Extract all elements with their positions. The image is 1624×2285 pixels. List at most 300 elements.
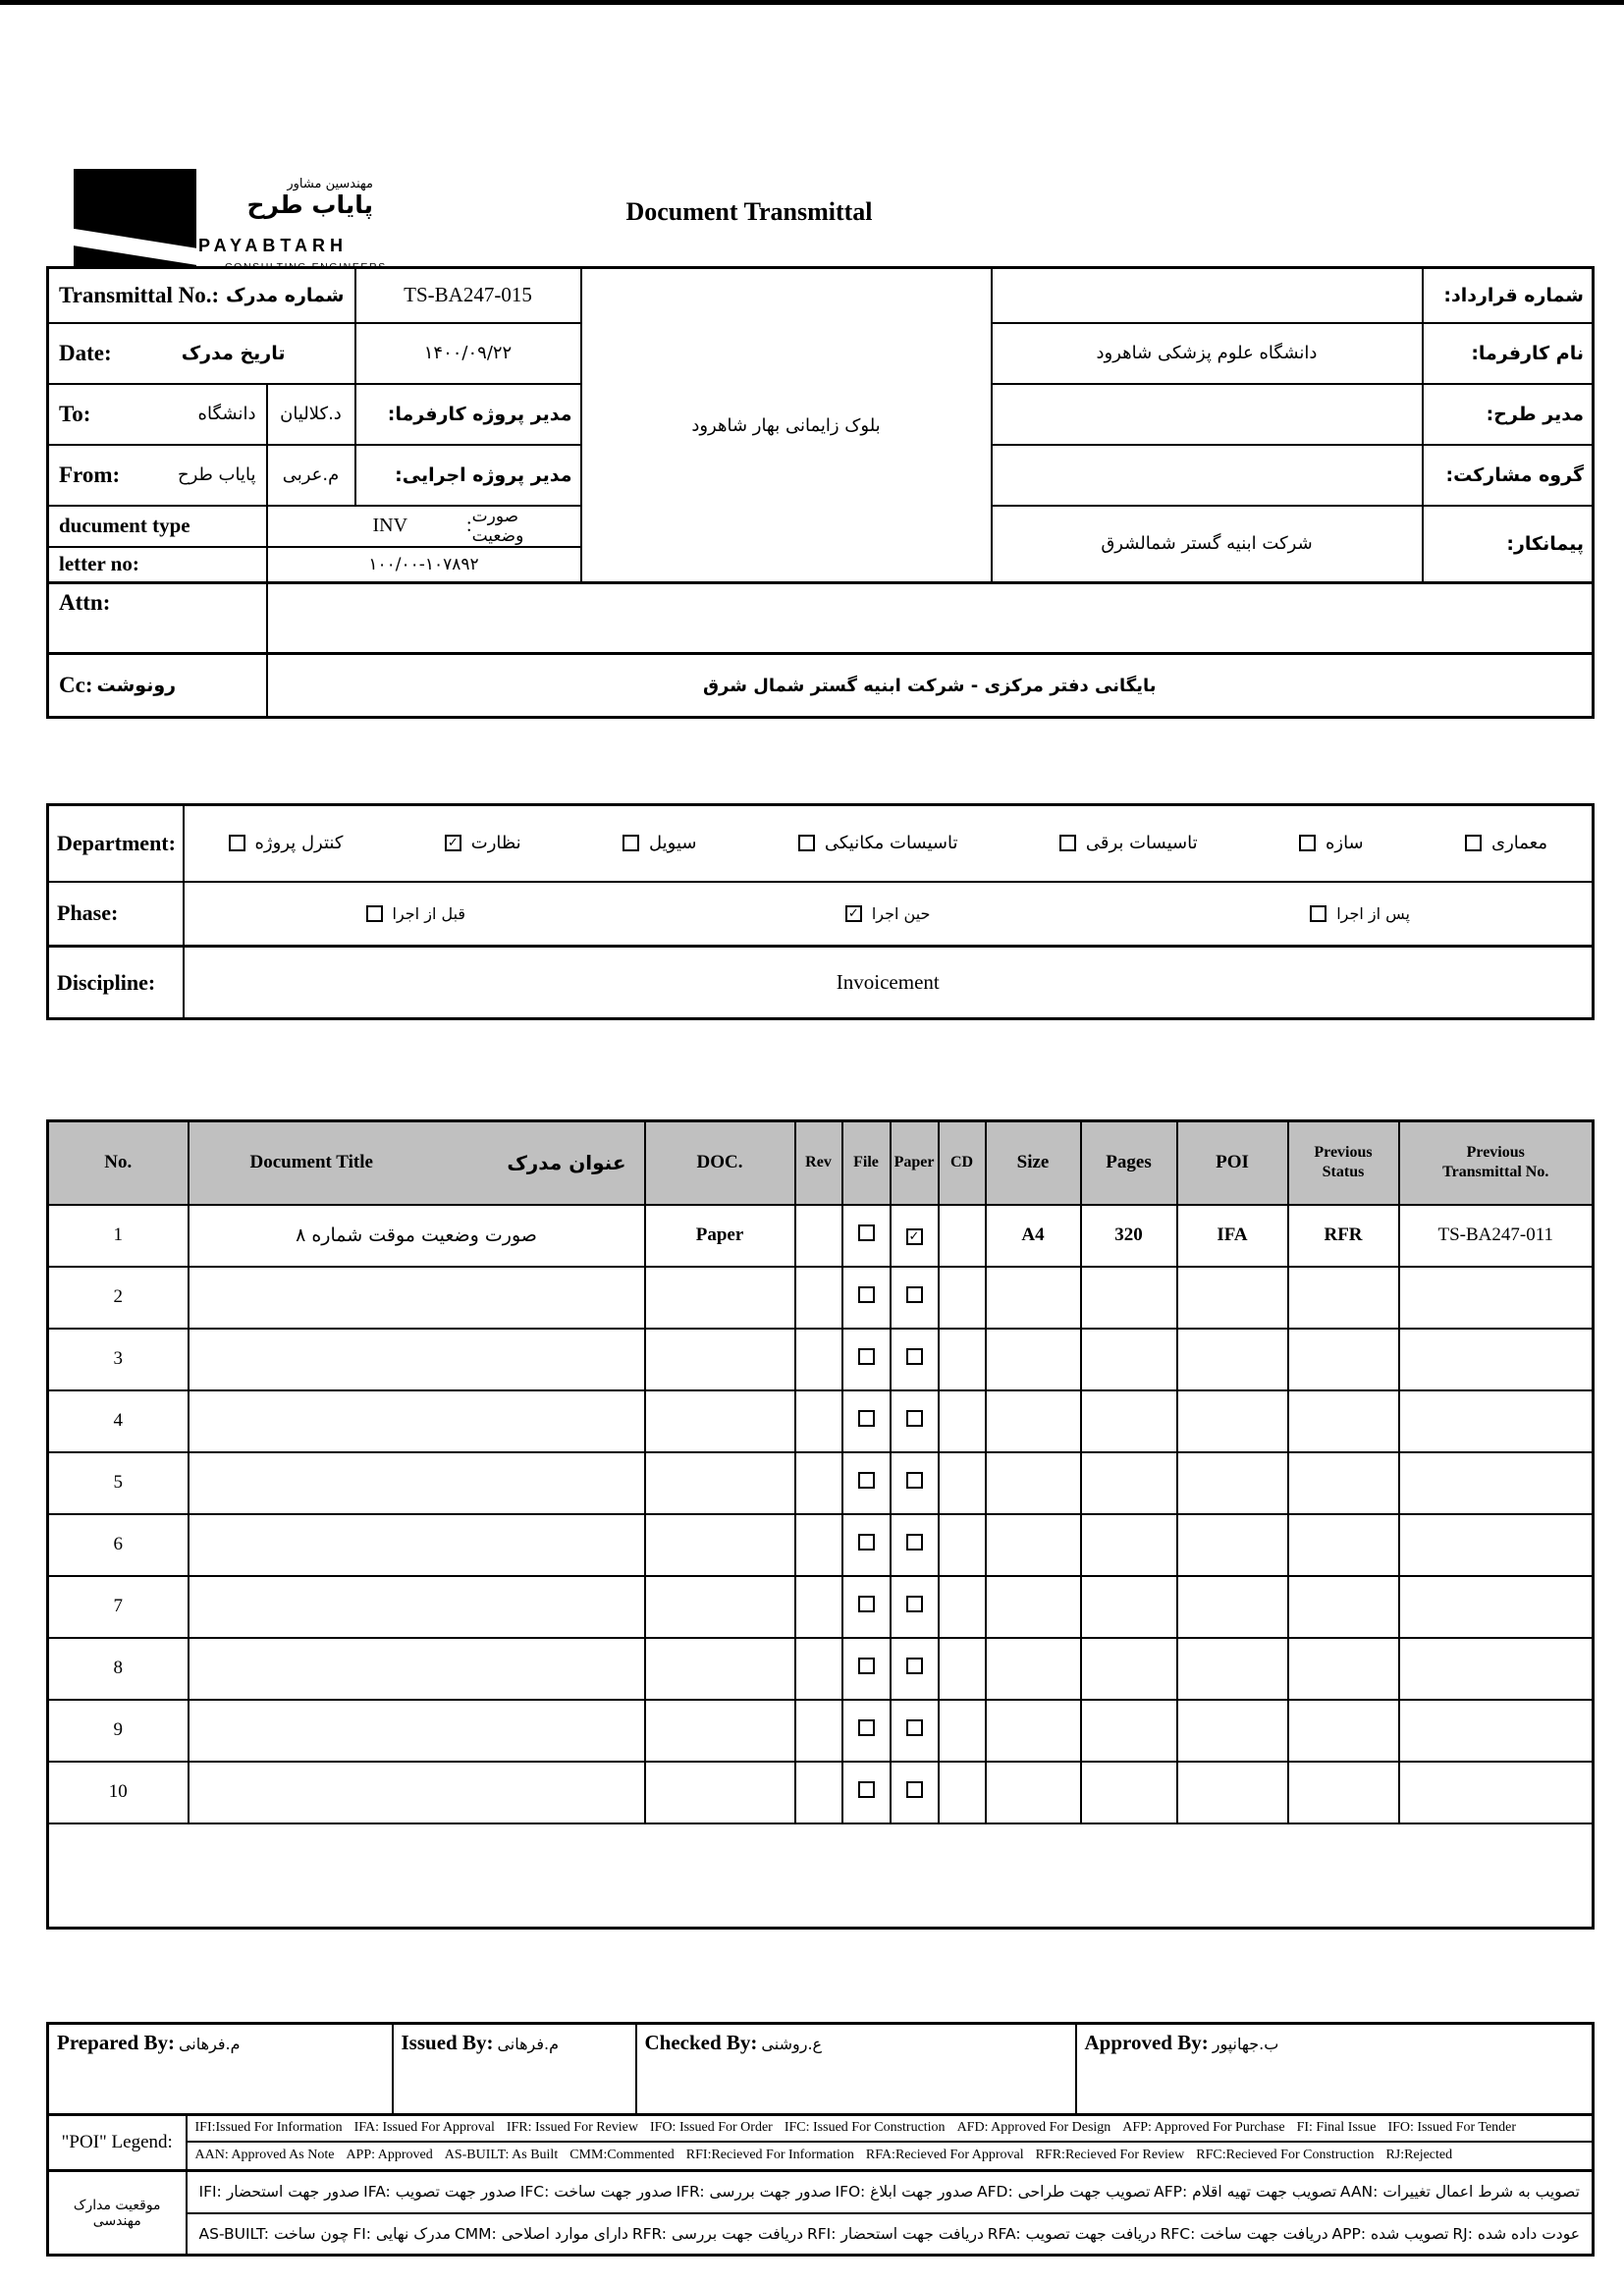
- file-checkbox[interactable]: [858, 1286, 875, 1303]
- row-file-cell: [842, 1762, 891, 1823]
- row-prev-transmittal: [1399, 1762, 1594, 1823]
- row-prev-status: [1288, 1700, 1399, 1762]
- file-checkbox[interactable]: [858, 1596, 875, 1612]
- department-checkbox[interactable]: [1465, 835, 1482, 851]
- row-poi: [1177, 1576, 1288, 1638]
- client-pm-label: مدیر پروژه کارفرما:: [355, 384, 581, 445]
- phase-option: [366, 904, 466, 923]
- row-size: [986, 1762, 1081, 1823]
- contractor-label: پیمانکار:: [1423, 506, 1594, 583]
- row-doc-type: [645, 1267, 795, 1329]
- col-header-paper: Paper: [891, 1121, 939, 1205]
- legend-entry: RFC: دریافت جهت ساخت: [1160, 2224, 1328, 2243]
- row-cd: [939, 1514, 986, 1576]
- logo-fa-tagline: مهندسین مشاور: [287, 177, 373, 191]
- row-no: 8: [48, 1638, 189, 1700]
- row-no: 4: [48, 1390, 189, 1452]
- row-poi: [1177, 1700, 1288, 1762]
- legend-entry: IFI:Issued For Information: [194, 2120, 343, 2136]
- phase-option: [1310, 904, 1410, 923]
- department-checkbox[interactable]: [623, 835, 639, 851]
- legend-entry: IFI: صدور جهت استحضار: [198, 2183, 360, 2202]
- legend-en-line2: [188, 2148, 1593, 2163]
- row-cd: [939, 1700, 986, 1762]
- row-prev-status: RFR: [1288, 1205, 1399, 1267]
- poi-legend-table: [46, 2113, 1595, 2257]
- department-checkbox[interactable]: [1059, 835, 1076, 851]
- department-option: [445, 833, 521, 853]
- col-header-prev-status: Previous Status: [1288, 1121, 1399, 1205]
- legend-en-line2-cell: [187, 2142, 1594, 2171]
- paper-checkbox[interactable]: [906, 1286, 923, 1303]
- signature-label: Approved By:: [1084, 2031, 1209, 2054]
- legend-entry: IFC: صدور جهت ساخت: [519, 2183, 673, 2202]
- row-no: 3: [48, 1329, 189, 1390]
- legend-entry: IFO: Issued For Order: [650, 2120, 773, 2136]
- signature-cell: [636, 2024, 1076, 2115]
- design-pm-label: مدیر طرح:: [1423, 384, 1594, 445]
- row-poi: IFA: [1177, 1205, 1288, 1267]
- row-prev-status: [1288, 1638, 1399, 1700]
- from-label: From:: [59, 462, 121, 487]
- row-cd: [939, 1267, 986, 1329]
- row-paper-cell: [891, 1452, 939, 1514]
- document-row: [48, 1205, 1594, 1267]
- legend-entry: RJ:Rejected: [1385, 2148, 1453, 2163]
- row-cd: [939, 1390, 986, 1452]
- date-label-fa: تاریخ مدرک: [181, 342, 286, 364]
- row-size: [986, 1514, 1081, 1576]
- poi-legend-label: "POI" Legend:: [48, 2115, 187, 2171]
- remarks-area: [48, 1823, 1594, 1929]
- department-option-label: نظارت: [470, 833, 521, 854]
- paper-checkbox[interactable]: [906, 1534, 923, 1551]
- department-option: [1465, 833, 1547, 853]
- client-name-label: نام کارفرما:: [1423, 323, 1594, 384]
- row-no: 5: [48, 1452, 189, 1514]
- row-file-cell: [842, 1267, 891, 1329]
- cc-value: بایگانی دفتر مرکزی - شرکت ابنیه گستر شمال شرق: [267, 654, 1594, 718]
- department-option: [1059, 833, 1198, 853]
- date-label-en: Date:: [59, 340, 112, 365]
- row-size: [986, 1267, 1081, 1329]
- document-row: [48, 1390, 1594, 1452]
- department-checkbox[interactable]: ✓: [445, 835, 461, 851]
- col-header-title: [189, 1121, 645, 1205]
- phase-option-label: پس از اجرا: [1336, 903, 1410, 923]
- signature-name: م.فرهانی: [178, 2035, 241, 2053]
- row-size: [986, 1329, 1081, 1390]
- row-no: 1: [48, 1205, 189, 1267]
- row-rev: [795, 1267, 842, 1329]
- legend-entry: APP: Approved: [346, 2148, 433, 2163]
- row-pages: 320: [1081, 1205, 1177, 1267]
- row-rev: [795, 1576, 842, 1638]
- phase-checkbox[interactable]: [1310, 905, 1326, 922]
- legend-entry: FI: Final Issue: [1296, 2120, 1377, 2136]
- department-checkbox[interactable]: [798, 835, 815, 851]
- row-paper-cell: [891, 1576, 939, 1638]
- doctype-label: ducument type: [59, 514, 190, 537]
- row-paper-cell: [891, 1267, 939, 1329]
- legend-fa-line1: [188, 2183, 1593, 2201]
- row-doc-type: [645, 1390, 795, 1452]
- row-document-title: [189, 1576, 645, 1638]
- phase-label: Phase:: [48, 882, 184, 947]
- legend-entry: IFC: Issued For Construction: [784, 2120, 946, 2136]
- phase-options: [185, 904, 1593, 923]
- legend-entry: IFA: Issued For Approval: [353, 2120, 495, 2136]
- letterno-value: ۱۰۰/۰۰-۱۰۷۸۹۲: [267, 547, 581, 583]
- row-rev: [795, 1762, 842, 1823]
- row-file-cell: [842, 1638, 891, 1700]
- to-cell: [48, 384, 267, 445]
- row-cd: [939, 1638, 986, 1700]
- phase-option: [845, 904, 931, 923]
- row-rev: [795, 1700, 842, 1762]
- info-table: [46, 266, 1595, 719]
- document-row: [48, 1762, 1594, 1823]
- row-pages: [1081, 1329, 1177, 1390]
- doctype-colon: :: [466, 515, 472, 536]
- row-document-title: [189, 1638, 645, 1700]
- row-file-cell: [842, 1452, 891, 1514]
- department-option-label: سیویل: [649, 833, 697, 854]
- row-prev-transmittal: [1399, 1329, 1594, 1390]
- legend-entry: AFP: Approved For Purchase: [1122, 2120, 1285, 2136]
- col-header-doc: DOC.: [645, 1121, 795, 1205]
- row-no: 9: [48, 1700, 189, 1762]
- legend-entry: RFA: دریافت جهت تصویب: [987, 2224, 1157, 2243]
- legend-entry: RJ: عودت داده شده: [1452, 2224, 1580, 2243]
- letterno-label: letter no:: [59, 552, 139, 576]
- row-prev-transmittal: [1399, 1576, 1594, 1638]
- attn-label-cell: [48, 583, 267, 654]
- legend-fa-line2: [188, 2225, 1593, 2243]
- row-rev: [795, 1638, 842, 1700]
- transmittal-no-label-en: Transmittal No.:: [59, 282, 220, 307]
- row-prev-transmittal: [1399, 1514, 1594, 1576]
- row-pages: [1081, 1576, 1177, 1638]
- row-pages: [1081, 1700, 1177, 1762]
- from-cell: [48, 445, 267, 506]
- cc-label-fa: رونوشت: [96, 675, 177, 696]
- col-header-no: No.: [48, 1121, 189, 1205]
- department-option-label: تاسیسات برقی: [1085, 833, 1198, 854]
- row-document-title: [189, 1762, 645, 1823]
- signature-cell: [48, 2024, 393, 2115]
- row-file-cell: [842, 1329, 891, 1390]
- fa-legend-label: موقعیت مدارک مهندسی: [48, 2171, 187, 2256]
- department-options-cell: [184, 805, 1594, 882]
- row-paper-cell: [891, 1329, 939, 1390]
- file-checkbox[interactable]: [858, 1348, 875, 1365]
- department-options: [185, 833, 1593, 853]
- classification-table: [46, 803, 1595, 1020]
- scan-top-edge: [0, 0, 1624, 5]
- row-rev: [795, 1329, 842, 1390]
- department-option-label: معماری: [1491, 833, 1547, 854]
- legend-entry: AFP: تصویب جهت تهیه اقلام: [1154, 2183, 1337, 2202]
- to-value: دانشگاه: [197, 404, 256, 424]
- department-option: [229, 833, 344, 853]
- department-checkbox[interactable]: [1299, 835, 1316, 851]
- col-header-pages: Pages: [1081, 1121, 1177, 1205]
- col-header-rev: Rev: [795, 1121, 842, 1205]
- legend-entry: APP: تصویب شده: [1331, 2224, 1449, 2243]
- row-cd: [939, 1576, 986, 1638]
- file-checkbox[interactable]: [858, 1658, 875, 1674]
- row-doc-type: [645, 1576, 795, 1638]
- document-row: [48, 1329, 1594, 1390]
- row-pages: [1081, 1638, 1177, 1700]
- document-row: [48, 1267, 1594, 1329]
- legend-entry: AAN: Approved As Note: [194, 2148, 335, 2163]
- contract-no-value: [992, 268, 1423, 323]
- row-cd: [939, 1329, 986, 1390]
- row-poi: [1177, 1329, 1288, 1390]
- row-prev-status: [1288, 1390, 1399, 1452]
- paper-checkbox[interactable]: [906, 1348, 923, 1365]
- signature-row: [48, 2024, 1594, 2115]
- row-no: 10: [48, 1762, 189, 1823]
- row-no: 2: [48, 1267, 189, 1329]
- row-poi: [1177, 1452, 1288, 1514]
- doctype-value-cell: [267, 506, 581, 547]
- col-header-size: Size: [986, 1121, 1081, 1205]
- row-document-title: [189, 1700, 645, 1762]
- cc-label-cell: [48, 654, 267, 718]
- department-option-label: تاسیسات مکانیکی: [824, 833, 958, 854]
- row-size: [986, 1452, 1081, 1514]
- row-prev-transmittal: [1399, 1452, 1594, 1514]
- row-doc-type: [645, 1700, 795, 1762]
- file-checkbox[interactable]: [858, 1534, 875, 1551]
- row-paper-cell: [891, 1390, 939, 1452]
- file-checkbox[interactable]: [858, 1224, 875, 1241]
- row-prev-status: [1288, 1329, 1399, 1390]
- attn-value: [267, 583, 1594, 654]
- document-table-header-row: [48, 1121, 1594, 1205]
- department-option: [623, 833, 696, 853]
- design-pm-value: [992, 384, 1423, 445]
- logo-persian-text: [201, 177, 373, 219]
- row-prev-transmittal: [1399, 1267, 1594, 1329]
- row-paper-cell: [891, 1638, 939, 1700]
- department-option-label: کنترل پروژه: [254, 833, 344, 854]
- document-row: [48, 1638, 1594, 1700]
- row-prev-transmittal: [1399, 1638, 1594, 1700]
- jv-group-value: [992, 445, 1423, 506]
- row-poi: [1177, 1762, 1288, 1823]
- legend-en-line1: [188, 2120, 1593, 2136]
- col-header-poi: POI: [1177, 1121, 1288, 1205]
- document-row: [48, 1514, 1594, 1576]
- discipline-value: Invoicement: [184, 947, 1594, 1019]
- doctype-value: INV: [372, 515, 408, 536]
- legend-entry: AFD: Approved For Design: [956, 2120, 1111, 2136]
- doctype-value-fa: صورت وضعیت: [471, 506, 524, 546]
- file-checkbox[interactable]: [858, 1472, 875, 1489]
- document-row: [48, 1576, 1594, 1638]
- phase-option-label: حین اجرا: [871, 903, 931, 923]
- col-header-title-fa: عنوان مدرک: [507, 1151, 626, 1175]
- paper-checkbox[interactable]: [906, 1781, 923, 1798]
- row-pages: [1081, 1390, 1177, 1452]
- row-paper-cell: [891, 1514, 939, 1576]
- transmittal-no-value: TS-BA247-015: [355, 268, 581, 323]
- legend-entry: AAN: تصویب به شرط اعمال تغییرات: [1339, 2183, 1580, 2202]
- contractor-value: شرکت ابنیه گستر شمالشرق: [992, 506, 1423, 583]
- exec-pm-label: مدیر پروژه اجرایی:: [355, 445, 581, 506]
- to-person: د.کلالیان: [267, 384, 355, 445]
- cc-label-en: Cc:: [59, 673, 93, 697]
- legend-entry: FI: مدرک نهایی: [352, 2224, 452, 2243]
- row-poi: [1177, 1267, 1288, 1329]
- row-prev-transmittal: [1399, 1700, 1594, 1762]
- row-pages: [1081, 1762, 1177, 1823]
- row-doc-type: [645, 1762, 795, 1823]
- logo-company-name: PAYABTARH: [198, 236, 349, 255]
- row-rev: [795, 1390, 842, 1452]
- col-header-title-en: Document Title: [249, 1152, 373, 1173]
- row-prev-status: [1288, 1762, 1399, 1823]
- col-header-file: File: [842, 1121, 891, 1205]
- row-cd: [939, 1762, 986, 1823]
- row-no: 7: [48, 1576, 189, 1638]
- row-doc-type: Paper: [645, 1205, 795, 1267]
- signature-name: م.فرهانی: [497, 2035, 560, 2053]
- row-rev: [795, 1205, 842, 1267]
- legend-entry: IFO: صدور جهت ابلاغ: [835, 2183, 974, 2202]
- paper-checkbox[interactable]: [906, 1658, 923, 1674]
- logo-swoosh-icon: [74, 226, 196, 267]
- document-row: [48, 1700, 1594, 1762]
- legend-entry: AS-BUILT: As Built: [444, 2148, 559, 2163]
- signature-name: ب.جهانپور: [1212, 2035, 1279, 2053]
- department-label: Department:: [48, 805, 184, 882]
- date-cell: [48, 323, 355, 384]
- legend-en-line1-cell: [187, 2115, 1594, 2142]
- phase-checkbox[interactable]: ✓: [845, 905, 862, 922]
- row-cd: [939, 1205, 986, 1267]
- paper-checkbox[interactable]: [906, 1410, 923, 1427]
- row-paper-cell: [891, 1700, 939, 1762]
- paper-checkbox[interactable]: ✓: [906, 1228, 923, 1245]
- row-no: 6: [48, 1514, 189, 1576]
- legend-entry: IFO: Issued For Tender: [1387, 2120, 1517, 2136]
- paper-checkbox[interactable]: [906, 1719, 923, 1736]
- department-option: [1299, 833, 1364, 853]
- department-option-label: سازه: [1325, 833, 1364, 854]
- row-doc-type: [645, 1329, 795, 1390]
- row-poi: [1177, 1514, 1288, 1576]
- signature-label: Issued By:: [401, 2031, 494, 2054]
- department-checkbox[interactable]: [229, 835, 245, 851]
- discipline-label: Discipline:: [48, 947, 184, 1019]
- contract-no-label: شماره قرارداد:: [1423, 268, 1594, 323]
- to-label: To:: [59, 401, 91, 426]
- col-header-cd: CD: [939, 1121, 986, 1205]
- row-prev-status: [1288, 1452, 1399, 1514]
- row-document-title: [189, 1452, 645, 1514]
- row-prev-status: [1288, 1576, 1399, 1638]
- paper-checkbox[interactable]: [906, 1472, 923, 1489]
- paper-checkbox[interactable]: [906, 1596, 923, 1612]
- legend-entry: IFA: صدور جهت تصویب: [363, 2183, 517, 2202]
- client-name-value: دانشگاه علوم پزشکی شاهرود: [992, 323, 1423, 384]
- row-pages: [1081, 1267, 1177, 1329]
- row-cd: [939, 1452, 986, 1514]
- transmittal-no-cell: [48, 268, 355, 323]
- file-checkbox[interactable]: [858, 1719, 875, 1736]
- legend-entry: RFI:Recieved For Information: [685, 2148, 854, 2163]
- legend-entry: AFD: تصویب جهت طراحی: [977, 2183, 1151, 2202]
- document-row: [48, 1452, 1594, 1514]
- signature-name: ع.روشنی: [761, 2035, 823, 2053]
- row-prev-transmittal: TS-BA247-011: [1399, 1205, 1594, 1267]
- file-checkbox[interactable]: [858, 1781, 875, 1798]
- row-rev: [795, 1452, 842, 1514]
- legend-fa-line1-cell: [187, 2171, 1594, 2213]
- row-document-title: [189, 1514, 645, 1576]
- signature-label: Prepared By:: [57, 2031, 175, 2054]
- legend-entry: AS-BUILT: چون ساخت: [198, 2224, 350, 2243]
- legend-entry: RFI: دریافت جهت استحضار: [806, 2224, 984, 2243]
- row-file-cell: [842, 1390, 891, 1452]
- legend-entry: CMM:Commented: [569, 2148, 675, 2163]
- legend-fa-line2-cell: [187, 2213, 1594, 2256]
- department-option: [798, 833, 958, 853]
- file-checkbox[interactable]: [858, 1410, 875, 1427]
- row-size: [986, 1700, 1081, 1762]
- row-file-cell: [842, 1576, 891, 1638]
- row-doc-type: [645, 1638, 795, 1700]
- row-pages: [1081, 1452, 1177, 1514]
- letterno-label-cell: [48, 547, 267, 583]
- legend-entry: RFR:Recieved For Review: [1035, 2148, 1185, 2163]
- row-document-title: [189, 1329, 645, 1390]
- phase-checkbox[interactable]: [366, 905, 383, 922]
- signature-table: [46, 2022, 1595, 2116]
- phase-option-label: قبل از اجرا: [392, 903, 466, 923]
- legend-entry: IFR: Issued For Review: [506, 2120, 638, 2136]
- col-header-prev-transmittal: Previous Transmittal No.: [1399, 1121, 1594, 1205]
- from-person: م.عربی: [267, 445, 355, 506]
- row-doc-type: [645, 1452, 795, 1514]
- row-prev-transmittal: [1399, 1390, 1594, 1452]
- legend-entry: RFR: دریافت جهت بررسی: [631, 2224, 804, 2243]
- row-paper-cell: [891, 1205, 939, 1267]
- document-table-body: [48, 1205, 1594, 1823]
- legend-entry: CMM: دارای موارد اصلاحی: [454, 2224, 628, 2243]
- row-size: [986, 1576, 1081, 1638]
- attn-label: Attn:: [59, 590, 111, 615]
- row-size: [986, 1390, 1081, 1452]
- date-value: ۱۴۰۰/۰۹/۲۲: [355, 323, 581, 384]
- row-poi: [1177, 1638, 1288, 1700]
- document-list-table: [46, 1119, 1595, 1930]
- page-title: Document Transmittal: [625, 197, 873, 226]
- phase-options-cell: [184, 882, 1594, 947]
- row-size: [986, 1638, 1081, 1700]
- row-prev-status: [1288, 1514, 1399, 1576]
- jv-group-label: گروه مشارکت:: [1423, 445, 1594, 506]
- row-size: A4: [986, 1205, 1081, 1267]
- row-prev-status: [1288, 1267, 1399, 1329]
- legend-entry: RFC:Recieved For Construction: [1196, 2148, 1375, 2163]
- signature-cell: [1076, 2024, 1594, 2115]
